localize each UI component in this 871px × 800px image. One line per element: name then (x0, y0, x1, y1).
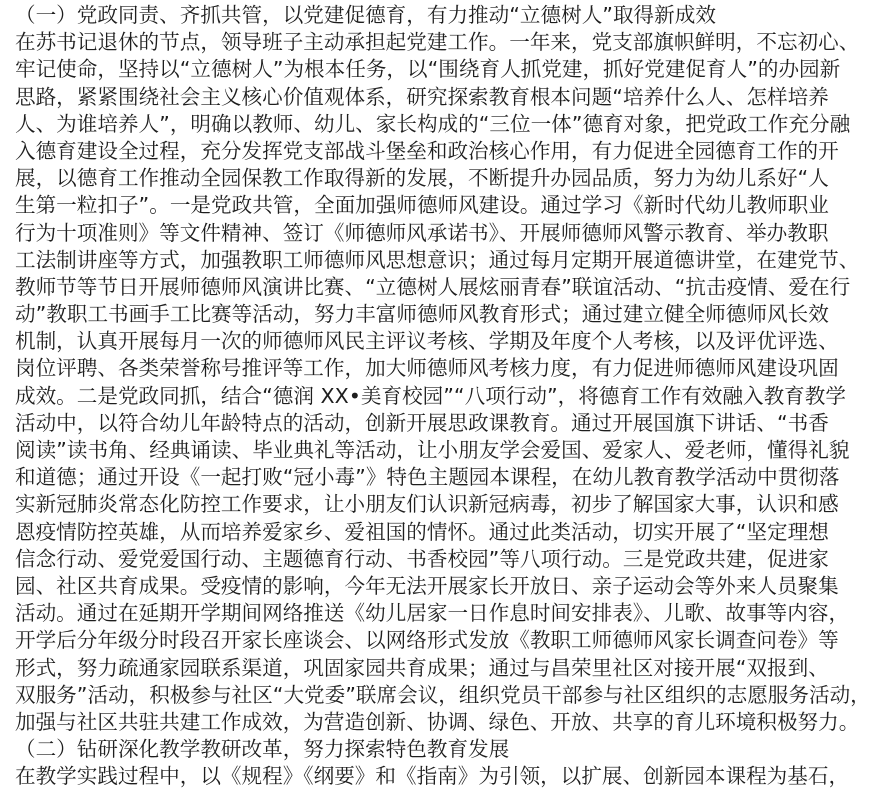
text-line: 在教学实践过程中，以《规程》《纲要》和《指南》为引领，以扩展、创新园本课程为基石， (15, 764, 850, 789)
text-line: 思路，紧紧围绕社会主义核心价值观体系，研究探索教育根本问题“培养什么人、怎样培养 (15, 84, 829, 109)
text-line: 牢记使命，坚持以“立德树人”为根本任务，以“围绕育人抓党建，抓好党建促育人”的办园新 (15, 57, 841, 82)
text-line: 成效。二是党政同抓，结合“德润 XX•美育校园”“八项行动”，将德育工作有效融入教育教学 (15, 383, 846, 408)
text-line: 岗位评聘、各类荣誉称号推评等工作，加大师德师风考核力度，有力促进师德师风建设巩固 (15, 356, 839, 381)
text-line: 人、为谁培养人”，明确以教师、幼儿、家长构成的“三位一体”德育对象，把党政工作充分融 (15, 111, 851, 136)
text-line: 生第一粒扣子”。一是党政共管，全面加强师德师风建设。通过学习《新时代幼儿教师职业 (15, 193, 829, 218)
text-line: 活动。通过在延期开学期间网络推送《幼儿居家一日作息时间安排表》、儿歌、故事等内容， (15, 601, 850, 626)
text-line: 加强与社区共驻共建工作成效，为营造创新、协调、绿色、开放、共享的育儿环境积极努力。 (15, 709, 860, 734)
text-line: 工法制讲座等方式，加强教职工师德师风思想意识；通过每月定期开展道德讲堂，在建党节、 (15, 247, 860, 272)
paragraph-2 (15, 763, 850, 790)
text-line: 入德育建设全过程，充分发挥党支部战斗堡垒和政治核心作用，有力促进全园德育工作的开 (15, 138, 839, 163)
text-line: 展，以德育工作推动全园保教工作取得新的发展，不断提升办园品质，努力为幼儿系好“人 (15, 166, 829, 191)
text-line: 实新冠肺炎常态化防控工作要求，让小朋友们认识新冠病毒，初步了解国家大事，认识和感 (15, 492, 839, 517)
section-heading-2: （二）钻研深化教学教研改革，努力探索特色教育发展 (15, 737, 510, 762)
text-line: 教师节等节日开展师德师风演讲比赛、“立德树人展炫丽青春”联谊活动、“抗击疫情、爱在行 (15, 274, 851, 299)
document-page (15, 2, 871, 790)
text-line: 信念行动、爱党爱国行动、主题德育行动、书香校园”等八项行动。三是党政共建，促进家 (15, 546, 829, 571)
text-line: 和道德；通过开设《一起打败“冠小毒”》特色主题园本课程，在幼儿教育教学活动中贯彻落 (15, 465, 840, 490)
text-line: 开学后分年级分时段召开家长座谈会、以网络形式发放《教职工师德师风家长调查问卷》等 (15, 628, 839, 653)
text-line: 机制，认真开展每月一次的师德师风民主评议考核、学期及年度个人考核，以及评优评选、 (15, 329, 839, 354)
paragraph-1 (15, 29, 871, 736)
text-line: 形式，努力疏通家园联系渠道，巩固家园共育成果；通过与昌荣里社区对接开展“双报到、 (15, 655, 829, 680)
text-line: 动”教职工书画手工比赛等活动，努力丰富师德师风教育形式；通过建立健全师德师风长效 (15, 302, 829, 327)
text-line: 在苏书记退休的节点，领导班子主动承担起党建工作。一年来，党支部旗帜鲜明，不忘初心、 (15, 30, 860, 55)
text-line: 恩疫情防控英雄，从而培养爱家乡、爱祖国的情怀。通过此类活动，切实开展了“坚定理想 (15, 519, 829, 544)
text-line: 活动中，以符合幼儿年龄特点的活动，创新开展思政课教育。通过开展国旗下讲话、“书香 (15, 410, 829, 435)
section-heading-1: （一）党政同责、齐抓共管，以党建促德育，有力推动“立德树人”取得新成效 (15, 3, 716, 27)
text-line: 阅读”读书角、经典诵读、毕业典礼等活动，让小朋友学会爱国、爱家人、爱老师，懂得礼貌 (15, 438, 850, 462)
text-line: 行为十项准则》等文件精神、签订《师德师风承诺书》、开展师德师风警示教育、举办教职 (15, 220, 829, 245)
text-line: 园、社区共育成果。受疫情的影响，今年无法开展家长开放日、亲子运动会等外来人员聚集 (15, 573, 839, 598)
text-line: 双服务”活动，积极参与社区“大党委”联席会议，组织党员干部参与社区组织的志愿服务活动， (15, 682, 871, 707)
